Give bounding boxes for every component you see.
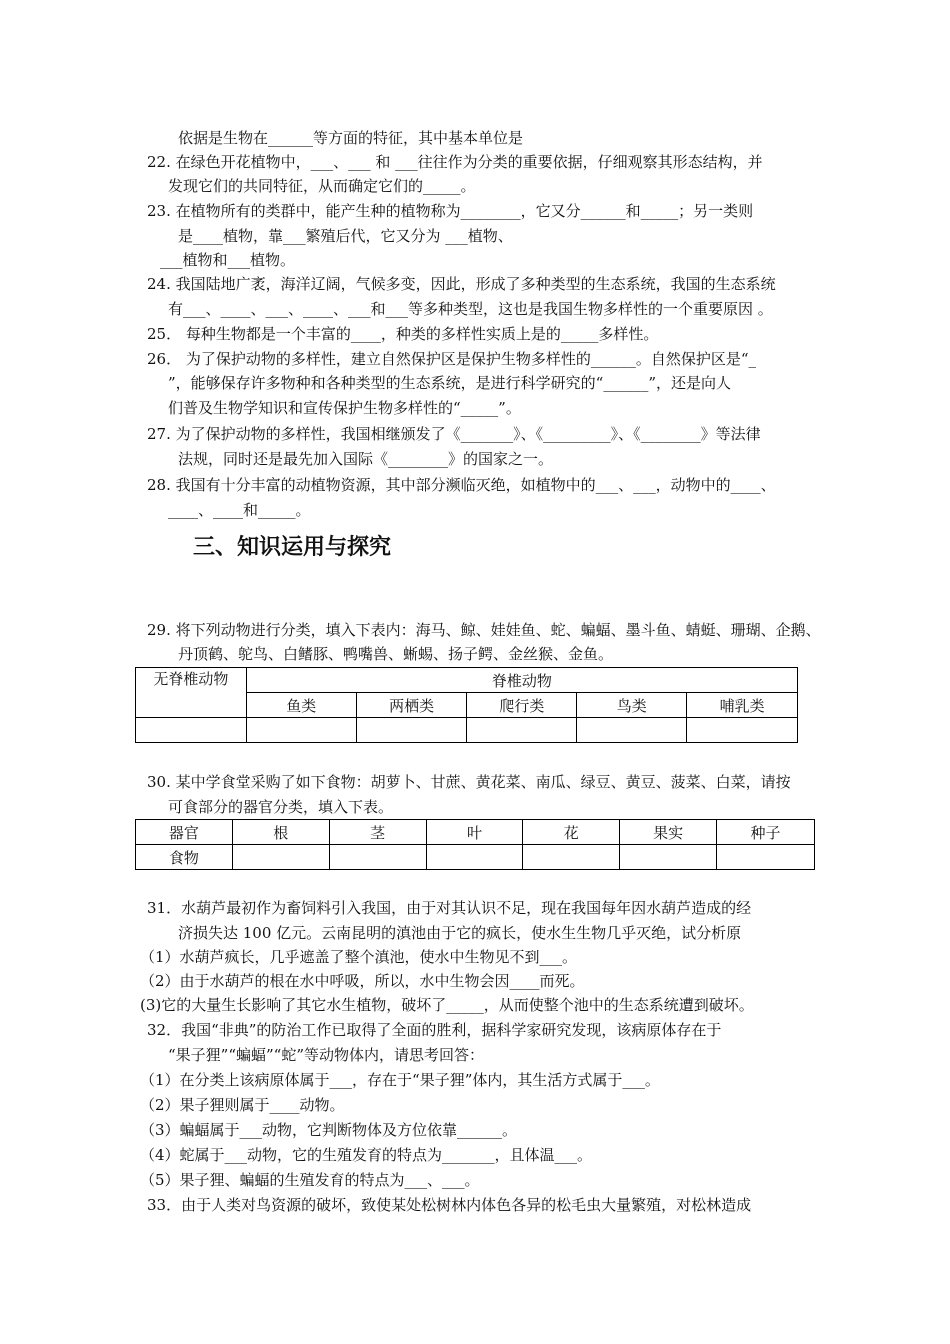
answer-cell (717, 845, 815, 870)
invertebrate-header: 无脊椎动物 (136, 668, 247, 718)
q33-line1: 33．由于人类对鸟资源的破坏，致使某处松树林内体色各异的松毛虫大量繁殖，对松林造成 (147, 1196, 752, 1214)
q31-sub3: (3)它的大量生长影响了其它水生植物，破坏了_____，从而使整个池中的生态系统遭到破坏。 (140, 996, 754, 1014)
answer-cell (329, 845, 426, 870)
q29-line2: 丹顶鹤、鸵鸟、白鳍豚、鸭嘴兽、蜥蜴、扬子鳄、金丝猴、金鱼。 (178, 645, 614, 663)
vertebrate-header: 脊椎动物 (246, 668, 797, 693)
answer-cell (426, 845, 523, 870)
answer-cell (687, 718, 798, 743)
q31-sub1: （1）水葫芦疯长，几乎遮盖了整个滇池，使水中生物见不到___。 (140, 948, 578, 966)
col-bird: 鸟类 (577, 693, 687, 718)
col-flower: 花 (523, 820, 620, 845)
answer-cell (577, 718, 687, 743)
q32-sub2: （2）果子狸则属于____动物。 (140, 1096, 345, 1114)
q32-sub1: （1）在分类上该病原体属于___，存在于“果子狸”体内，其生活方式属于___。 (140, 1071, 660, 1089)
col-stem: 茎 (329, 820, 426, 845)
q32-sub3: （3）蝙蝠属于___动物，它判断物体及方位依靠______。 (140, 1121, 518, 1139)
q31-line1: 31．水葫芦最初作为畜饲料引入我国，由于对其认识不足，现在我国每年因水葫芦造成的经 (147, 899, 752, 917)
q25-line1: 25． 每种生物都是一个丰富的____，种类的多样性实质上是的_____多样性。 (147, 325, 659, 343)
food-row-label: 食物 (136, 845, 233, 870)
animal-classification-table (135, 667, 798, 743)
q29-line1: 29. 将下列动物进行分类，填入下表内：海马、鲸、娃娃鱼、蛇、蝙蝠、墨斗鱼、蜻蜓、珊瑚、企鹅、 (147, 621, 821, 639)
q23-line3: ___植物和___植物。 (160, 251, 296, 269)
food-organ-table (135, 819, 815, 870)
q32-line2: “果子狸”“蝙蝠”“蛇”等动物体内，请思考回答： (168, 1046, 485, 1064)
q24-line2: 有___、____、___、____、___和___等多种类型，这也是我国生物多样性的一个重要原因 。 (168, 300, 773, 318)
q30-line2: 可食部分的器官分类，填入下表。 (168, 798, 394, 816)
q26-line3: 们普及生物学知识和宣传保护生物多样性的“_____”。 (168, 399, 521, 417)
q31-sub2: （2）由于水葫芦的根在水中呼吸，所以，水中生物会因____而死。 (140, 972, 585, 990)
q31-line2: 济损失达 100 亿元。云南昆明的滇池由于它的疯长，使水生生物几乎灭绝，试分析原 (178, 924, 742, 942)
organ-header: 器官 (136, 820, 233, 845)
answer-cell (620, 845, 717, 870)
q22-line1: 22. 在绿色开花植物中，___、___ 和 ___往往作为分类的重要依据，仔细观察其形态结构，并 (147, 153, 763, 171)
answer-cell (523, 845, 620, 870)
col-reptile: 爬行类 (467, 693, 577, 718)
answer-cell (356, 718, 467, 743)
q28-line1: 28. 我国有十分丰富的动植物资源，其中部分濒临灭绝，如植物中的___、___，动物中的____、 (147, 476, 776, 494)
q30-line1: 30. 某中学食堂采购了如下食物：胡萝卜、甘蔗、黄花菜、南瓜、绿豆、黄豆、菠菜、白菜，请按 (147, 773, 791, 791)
q24-line1: 24. 我国陆地广袤，海洋辽阔，气候多变，因此，形成了多种类型的生态系统，我国的生态系统 (147, 275, 776, 293)
col-mammal: 哺乳类 (687, 693, 798, 718)
q21-tail: 依据是生物在______等方面的特征，其中基本单位是 (178, 129, 524, 147)
q26-line1: 26． 为了保护动物的多样性，建立自然保护区是保护生物多样性的______。自然保护区是“_ (147, 350, 757, 368)
q32-line1: 32．我国“非典”的防治工作已取得了全面的胜利，据科学家研究发现，该病原体存在于 (147, 1021, 722, 1039)
q22-line2: 发现它们的共同特征，从而确定它们的_____。 (168, 177, 476, 195)
q32-sub4: （4）蛇属于___动物，它的生殖发育的特点为_______，且体温___。 (140, 1146, 593, 1164)
q32-sub5: （5）果子狸、蝙蝠的生殖发育的特点为___、___。 (140, 1171, 480, 1189)
answer-cell (467, 718, 577, 743)
q27-line2: 法规，同时还是最先加入国际《________》的国家之一。 (178, 450, 554, 468)
col-amphibian: 两栖类 (356, 693, 467, 718)
q27-line1: 27. 为了保护动物的多样性，我国相继颁发了《_______》、《_________》、《________》等法律 (147, 425, 761, 443)
col-fruit: 果实 (620, 820, 717, 845)
answer-cell (136, 718, 247, 743)
col-root: 根 (232, 820, 329, 845)
answer-cell (232, 845, 329, 870)
col-fish: 鱼类 (246, 693, 356, 718)
col-seed: 种子 (717, 820, 815, 845)
col-leaf: 叶 (426, 820, 523, 845)
q28-line2: ____、____和_____。 (168, 501, 311, 519)
section-heading: 三、知识运用与探究 (193, 535, 392, 560)
answer-cell (246, 718, 356, 743)
q23-line1: 23. 在植物所有的类群中，能产生种的植物称为________，它又分______和_____；另一类则 (147, 202, 754, 220)
q26-line2: ”，能够保存许多物种和各种类型的生态系统，是进行科学研究的“______”，还是向人 (168, 374, 732, 392)
q23-line2: 是____植物，靠___繁殖后代，它又分为 ___植物、 (178, 227, 513, 245)
